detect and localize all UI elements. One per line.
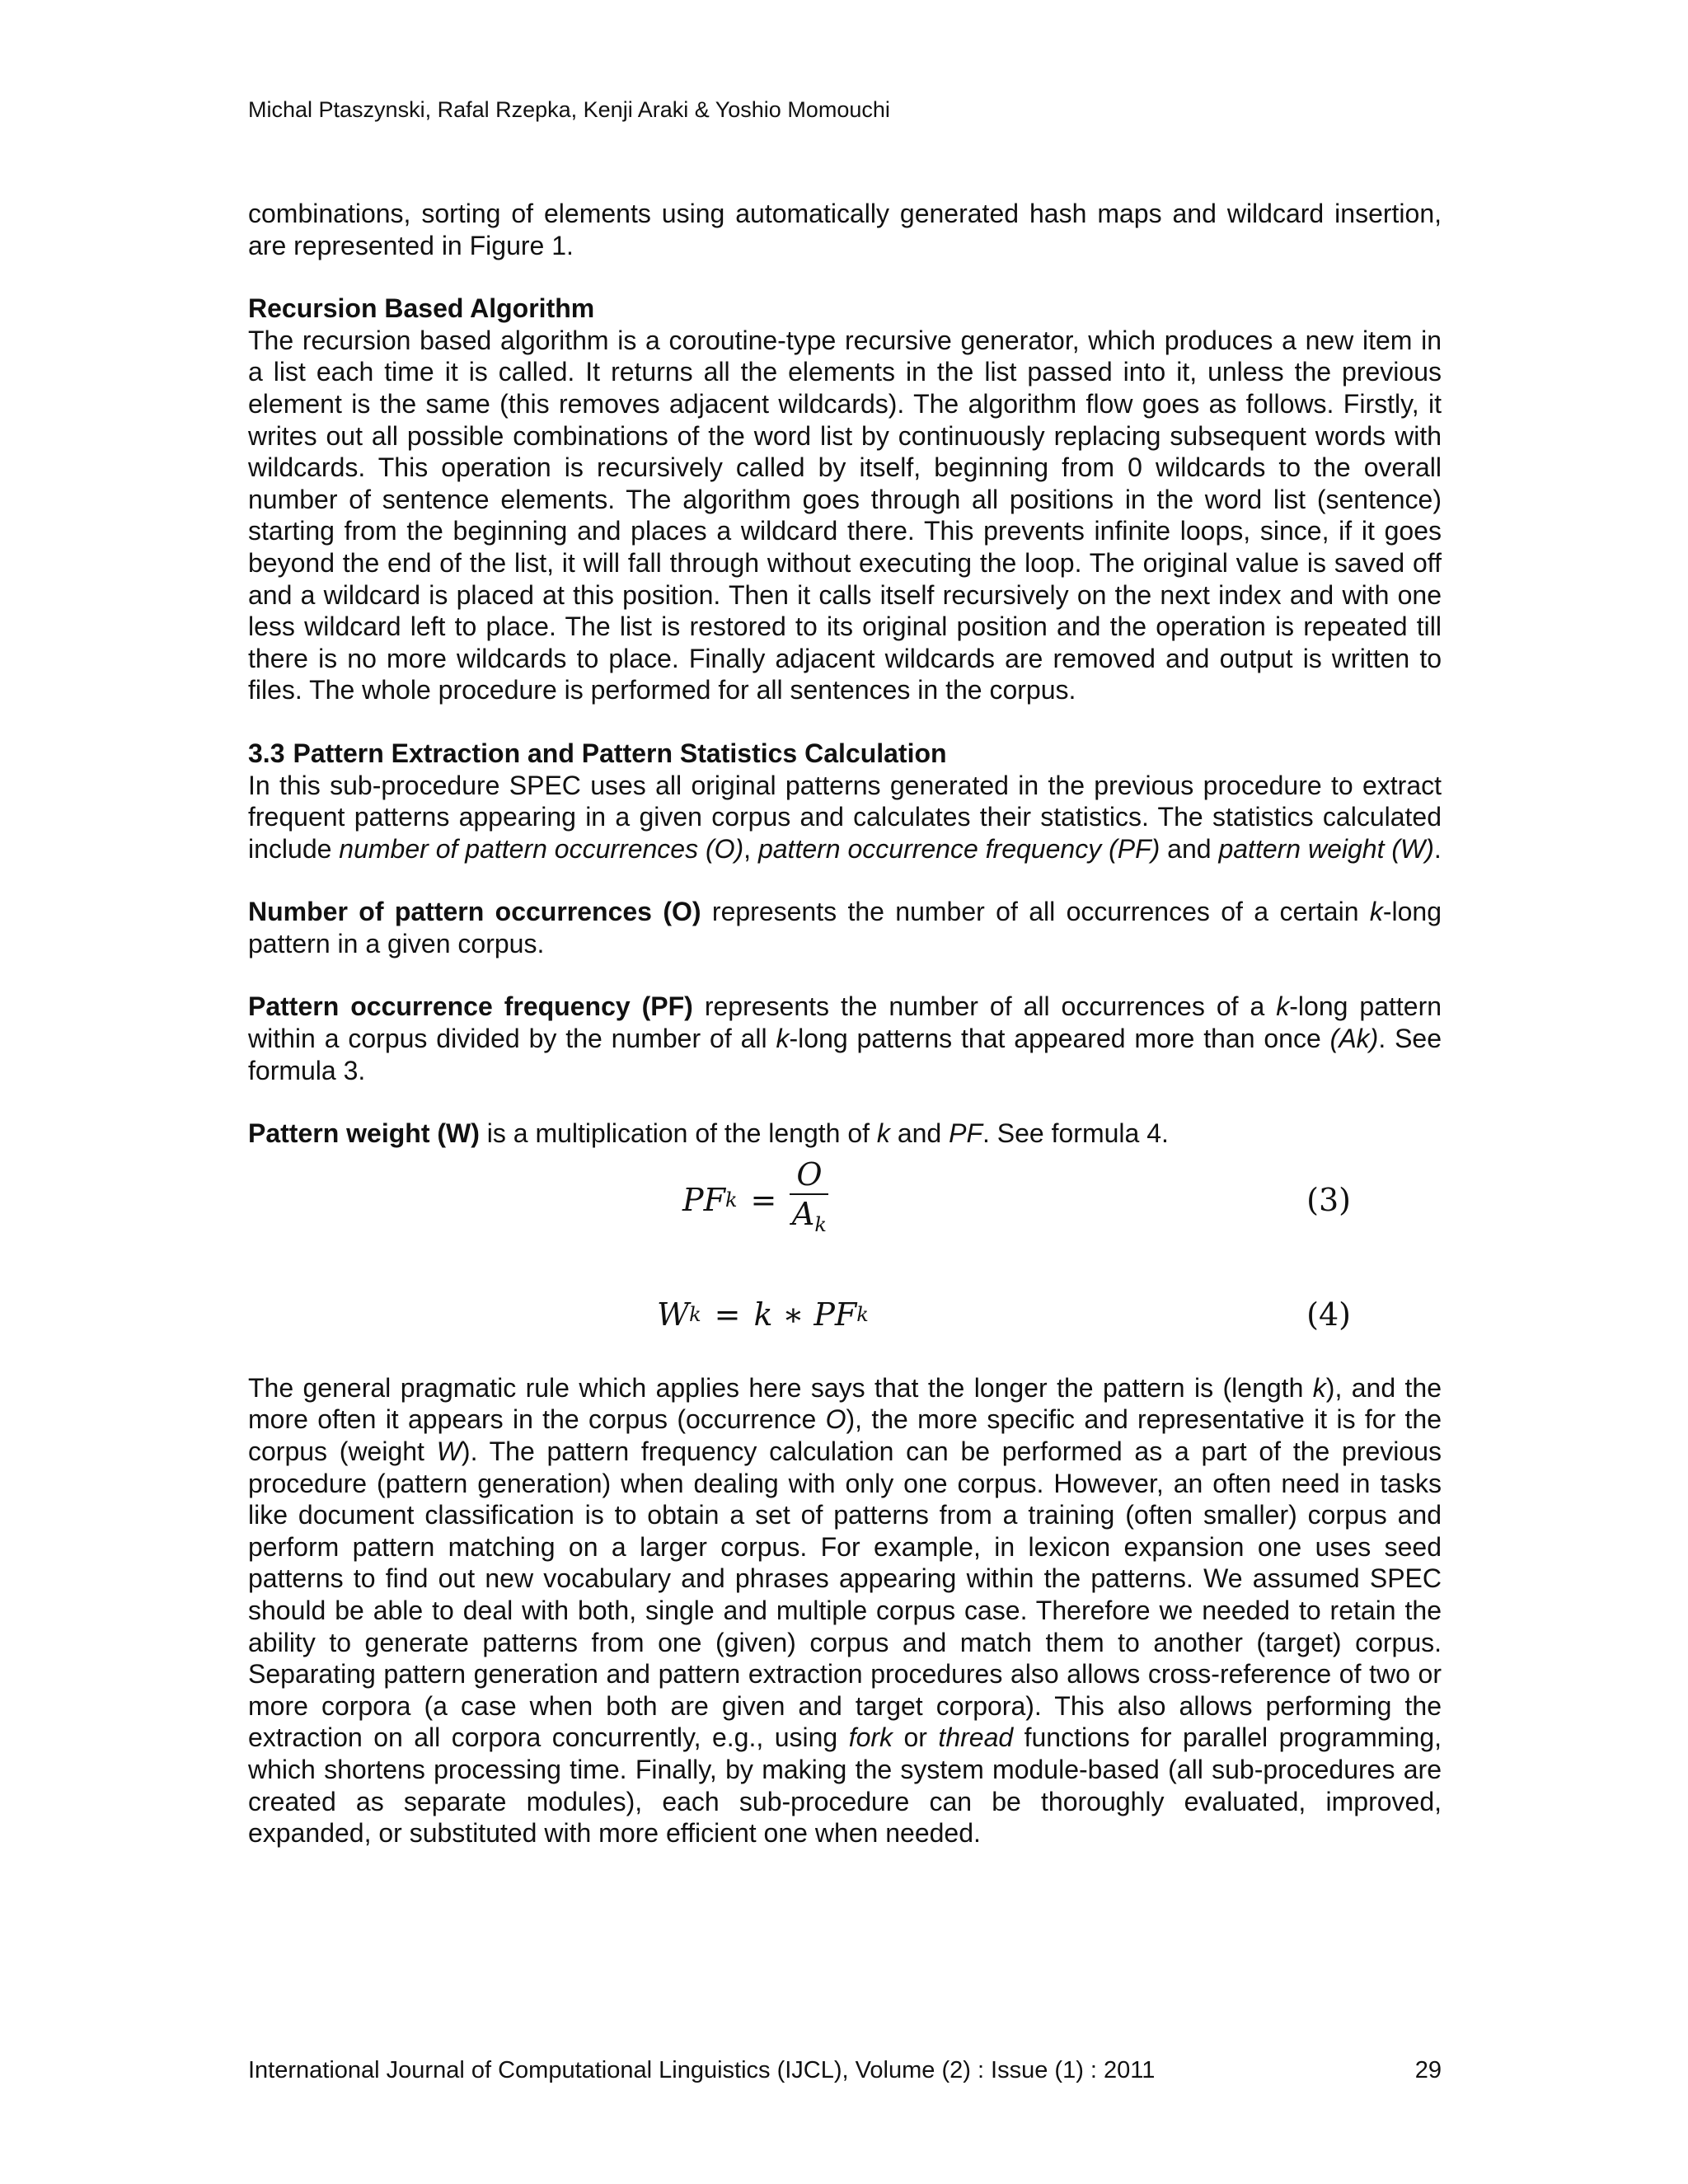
journal-citation: International Journal of Computational Linguistics (IJCL), Volume (2) : Issue (1) : 2011 (248, 2057, 1156, 2083)
definition-weight: Pattern weight (W) is a multiplication of the length of k and PF. See formula 4. (248, 1118, 1169, 1149)
page-footer (248, 2057, 1442, 2084)
equation-3: PF k = $\frac{O}{A_k}$ (3) (248, 1155, 1442, 1245)
intro-paragraph: combinations, sorting of elements using automatically generated hash maps and wildcard insertion, are represented in Figure 1. (248, 199, 1442, 260)
running-header: Michal Ptaszynski, Rafal Rzepka, Kenji Araki & Yoshio Momouchi (248, 97, 890, 122)
equation-4-label: (4) (1306, 1296, 1351, 1333)
page-number: 29 (1414, 2057, 1442, 2083)
section-number: 3.3 (248, 738, 285, 768)
fraction: $\frac{O}{A_k}$ (790, 1159, 828, 1241)
recursion-paragraph: The recursion based algorithm is a coroutine-type recursive generator, which produces a new item in a list each time it is called. It returns all the elements in the list passed into it, unless the previous element is the same (this removes adjacent wildcards). The algorithm flow goes as follows. Firstly, it writes out all possible combinations of the word list by continuously replacing subsequent words with wildcards. This operation is recursively called by itself, beginning from 0 wildcards to the overall number of sentence elements. The algorithm goes through all positions in the word list (sentence) starting from the beginning and places a wildcard there. This prevents infinite loops, since, if it goes beyond the end of the list, it will fall through without executing the loop. The original value is saved off and a wildcard is placed at this position. Then it calls itself recursively on the next index and with one less wildcard left to place. The list is restored to its original position and the operation is repeated till there is no more wildcards to place. Finally adjacent wildcards are removed and output is written to files. The whole procedure is performed for all sentences in the corpus. (248, 325, 1442, 705)
equation-3-label: (3) (1306, 1181, 1351, 1218)
equation-4: W k = k ∗ PF k (4) (248, 1269, 1442, 1360)
section-3-3-paragraph: In this sub-procedure SPEC uses all original patterns generated in the previous procedure to extract frequent patterns appearing in a given corpus and calculates their statistics. The statistics calculated include number of pattern occurrences (O), pattern occurrence frequency (PF) and pattern weight (W). (248, 770, 1442, 864)
section-title: Pattern Extraction and Pattern Statistics Calculation (293, 738, 947, 768)
section-3-3-heading (248, 738, 1442, 770)
recursion-heading: Recursion Based Algorithm (248, 293, 595, 324)
definition-occurrences: Number of pattern occurrences (O) represents the number of all occurrences of a certain k-long pattern in a given corpus. (248, 897, 1442, 958)
final-paragraph: The general pragmatic rule which applies here says that the longer the pattern is (length k), and the more often it appears in the corpus (occurrence O), the more specific and representative it is for the corpus (weight W). The pattern frequency calculation can be performed as a part of the previous procedure (pattern generation) when dealing with only one corpus. However, an often need in tasks like document classification is to obtain a set of patterns from a training (often smaller) corpus and perform pattern matching on a larger corpus. For example, in lexicon expansion one uses seed patterns to find out new vocabulary and phrases appearing within the patterns. We assumed SPEC should be able to deal with both, single and multiple corpus case. Therefore we needed to retain the ability to generate patterns from one (given) corpus and match them to another (target) corpus. Separating pattern generation and pattern extraction procedures also allows cross-reference of two or more corpora (a case when both are given and target corpora). This also allows performing the extraction on all corpora concurrently, e.g., using fork or thread functions for parallel programming, which shortens processing time. Finally, by making the system module-based (all sub-procedures are created as separate modules), each sub-procedure can be thoroughly evaluated, improved, expanded, or substituted with more efficient one when needed. (248, 1372, 1442, 1849)
body-text (248, 198, 1442, 1849)
definition-frequency: Pattern occurrence frequency (PF) represents the number of all occurrences of a k-long pattern within a corpus divided by the number of all k-long patterns that appeared more than once (Ak). See formula 3. (248, 991, 1442, 1085)
